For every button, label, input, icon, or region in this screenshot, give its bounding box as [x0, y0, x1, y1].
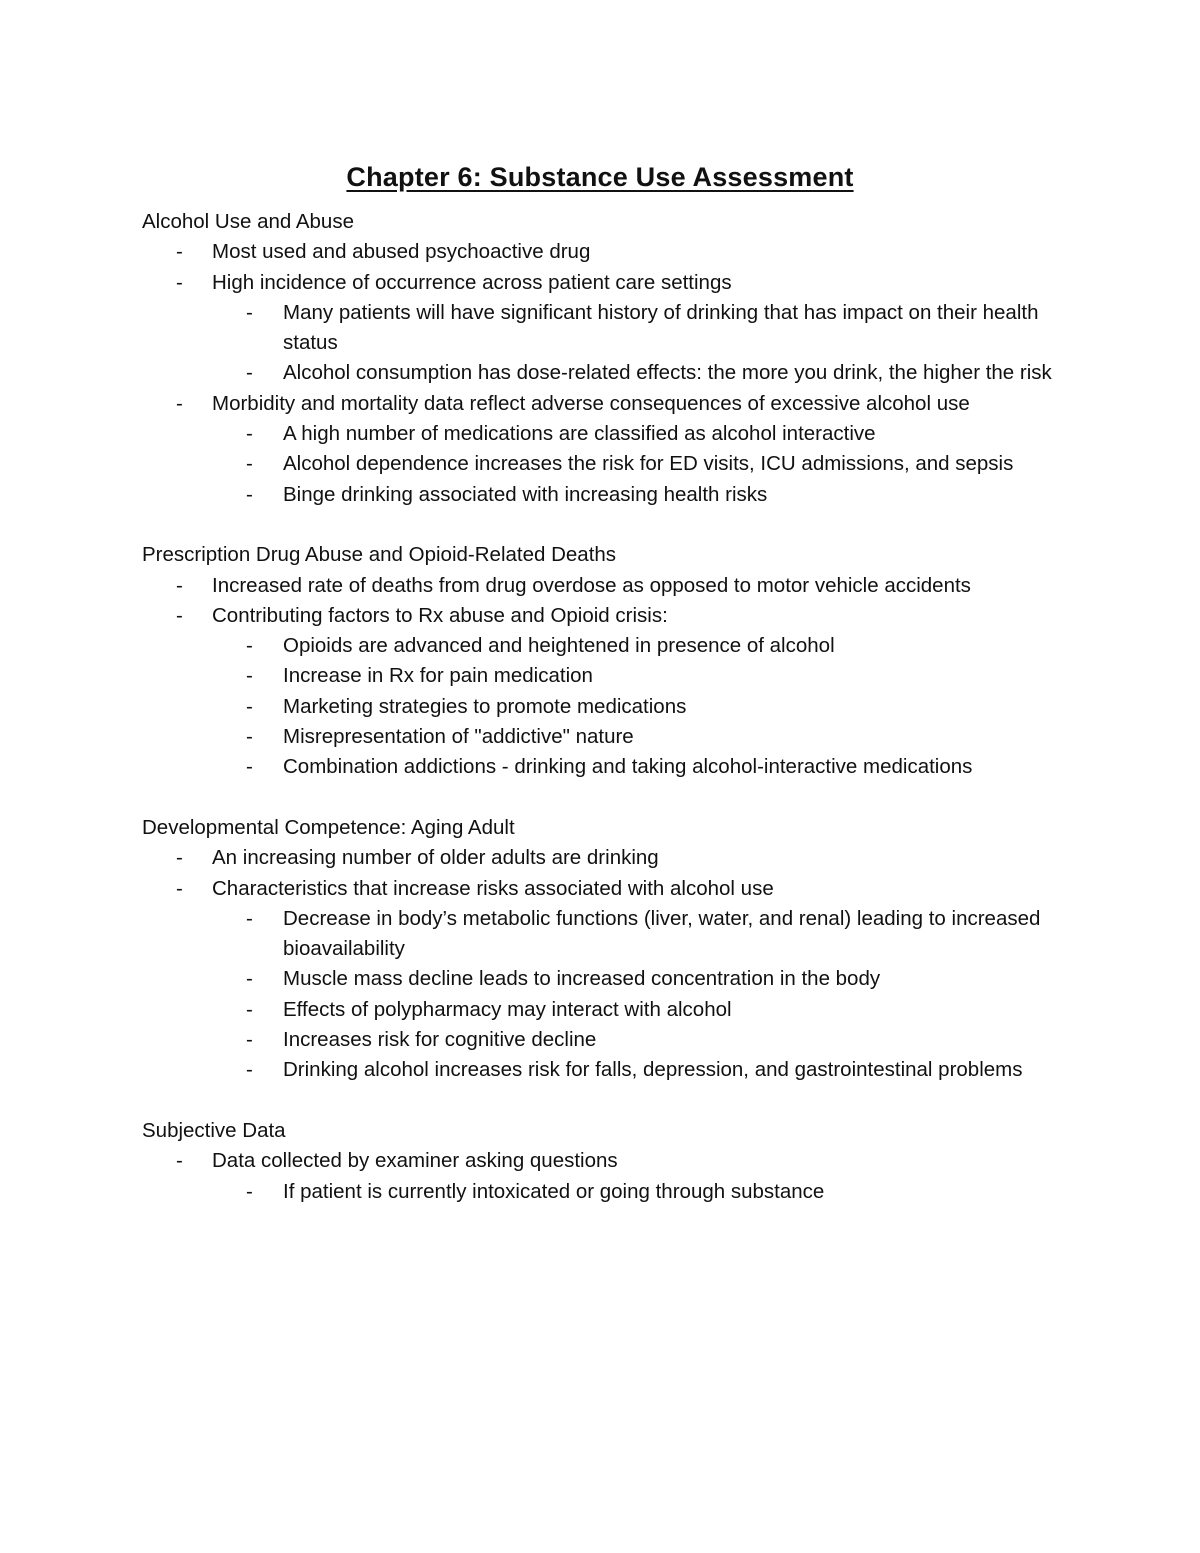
bullet-dash: - — [246, 906, 253, 930]
sub-list-item — [142, 995, 1072, 1025]
bullet-dash: - — [246, 755, 253, 779]
section-heading: Alcohol Use and Abuse — [142, 210, 354, 233]
list-item-text: Increases risk for cognitive decline — [283, 1028, 597, 1052]
sub-list-item — [142, 419, 1072, 449]
sub-list-item — [142, 1025, 1072, 1055]
list-item — [142, 389, 1072, 419]
sub-list-item — [142, 904, 1072, 965]
bullet-dash: - — [246, 300, 253, 324]
list-item-text: Effects of polypharmacy may interact with alcohol — [283, 997, 732, 1021]
list-item-text: Morbidity and mortality data reflect adverse consequences of excessive alcohol use — [212, 391, 970, 415]
list-item — [142, 268, 1072, 298]
sub-list-item — [142, 722, 1072, 752]
list-item — [142, 1146, 1072, 1176]
list-item-text: Increased rate of deaths from drug overdose as opposed to motor vehicle accidents — [212, 573, 971, 597]
bullet-dash: - — [176, 391, 183, 415]
section-heading: Developmental Competence: Aging Adult — [142, 815, 515, 839]
list-item-text: Data collected by examiner asking questions — [212, 1149, 618, 1173]
bullet-dash: - — [246, 422, 253, 446]
section-aging-adult — [142, 813, 1072, 1086]
bullet-dash: - — [176, 1149, 183, 1173]
list-item-text: Most used and abused psychoactive drug — [212, 240, 591, 264]
bullet-dash: - — [246, 361, 253, 385]
sub-list-item — [142, 298, 1072, 359]
bullet-dash: - — [246, 1179, 253, 1203]
list-item-text: Drinking alcohol increases risk for falls, depression, and gastrointestinal problems — [283, 1058, 1023, 1082]
list-item — [142, 237, 1072, 267]
list-item-text: If patient is currently intoxicated or going through substance — [283, 1179, 825, 1203]
list-item-text: An increasing number of older adults are drinking — [212, 846, 659, 870]
bullet-dash: - — [176, 603, 183, 627]
list-item — [142, 571, 1072, 601]
page-title: Chapter 6: Substance Use Assessment — [346, 162, 854, 193]
bullet-dash: - — [246, 694, 253, 718]
bullet-dash: - — [176, 573, 183, 597]
bullet-dash: - — [176, 846, 183, 870]
bullet-dash: - — [246, 725, 253, 749]
section-subjective-data — [142, 1116, 1072, 1207]
list-item — [142, 843, 1072, 873]
bullet-dash: - — [176, 876, 183, 900]
list-item-text: A high number of medications are classified as alcohol interactive — [283, 422, 876, 446]
sub-list-item — [142, 480, 1072, 510]
bullet-dash: - — [246, 967, 253, 991]
sub-list-item — [142, 449, 1072, 479]
bullet-dash: - — [246, 634, 253, 658]
sub-list-item — [142, 631, 1072, 661]
bullet-dash: - — [176, 240, 183, 264]
list-item-text: Contributing factors to Rx abuse and Opioid crisis: — [212, 603, 668, 627]
list-item-text: Muscle mass decline leads to increased concentration in the body — [283, 967, 881, 991]
sub-list-item — [142, 964, 1072, 994]
document-body — [142, 207, 1072, 1207]
list-item-text: Alcohol consumption has dose-related effects: the more you drink, the higher the risk — [283, 361, 1052, 385]
sub-list-item — [142, 661, 1072, 691]
list-item-text: Binge drinking associated with increasing health risks — [283, 482, 768, 506]
list-item-text: Marketing strategies to promote medications — [283, 694, 687, 718]
list-item-text: Misrepresentation of "addictive" nature — [283, 725, 634, 749]
bullet-dash: - — [246, 452, 253, 476]
bullet-dash: - — [246, 997, 253, 1021]
sub-list-item — [142, 1177, 1072, 1207]
bullet-dash: - — [176, 270, 183, 294]
sub-list-item — [142, 358, 1072, 388]
section-alcohol-use — [142, 207, 1072, 510]
section-heading: Subjective Data — [142, 1118, 286, 1142]
sub-list-item — [142, 752, 1072, 782]
bullet-dash: - — [246, 1028, 253, 1052]
sub-list-item — [142, 1055, 1072, 1085]
list-item-text: Characteristics that increase risks associated with alcohol use — [212, 876, 774, 900]
section-prescription-drug-abuse — [142, 540, 1072, 782]
list-item-text: Decrease in body’s metabolic functions (liver, water, and renal) leading to increased bioavailability — [283, 906, 1041, 961]
bullet-dash: - — [246, 1058, 253, 1082]
list-item — [142, 601, 1072, 631]
section-heading: Prescription Drug Abuse and Opioid-Related Deaths — [142, 543, 617, 567]
sub-list-item — [142, 692, 1072, 722]
bullet-dash: - — [246, 482, 253, 506]
list-item-text: Increase in Rx for pain medication — [283, 664, 593, 688]
list-item-text: Opioids are advanced and heightened in presence of alcohol — [283, 634, 835, 658]
list-item-text: Alcohol dependence increases the risk for ED visits, ICU admissions, and sepsis — [283, 452, 1014, 476]
list-item-text: Many patients will have significant history of drinking that has impact on their health status — [283, 300, 1039, 355]
list-item — [142, 874, 1072, 904]
bullet-dash: - — [246, 664, 253, 688]
list-item-text: Combination addictions - drinking and taking alcohol-interactive medications — [283, 755, 973, 779]
list-item-text: High incidence of occurrence across patient care settings — [212, 270, 732, 294]
